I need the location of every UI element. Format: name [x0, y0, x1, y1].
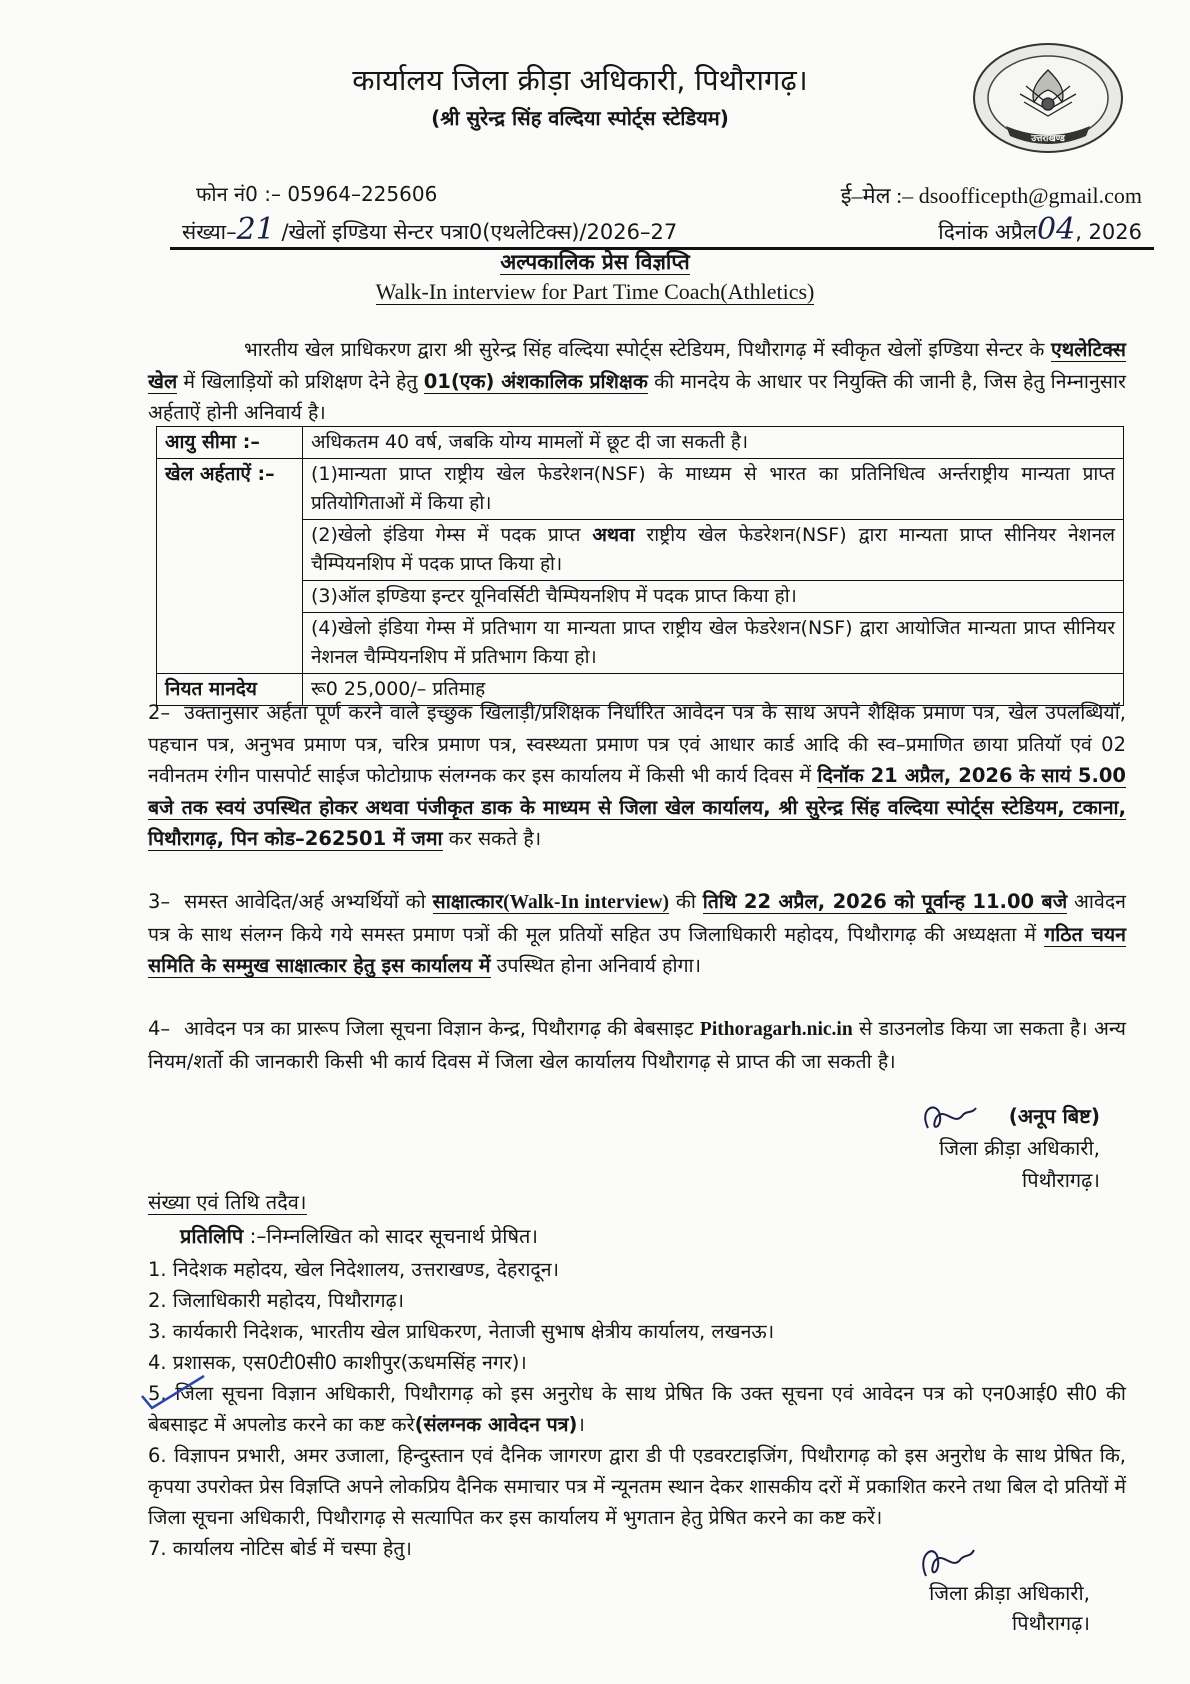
honorarium-label: नियत मानदेय [157, 674, 303, 706]
officer-place: पिथौरागढ़। [1022, 1168, 1100, 1192]
age-label: आयु सीमा :– [157, 427, 303, 459]
reference-line [182, 212, 1142, 247]
sport-qualification-label: खेल अर्हताऐं :– [157, 459, 303, 674]
phone-number: फोन नं0 :– 05964–225606 [196, 182, 438, 206]
table-row [157, 581, 1124, 613]
list-item: 3. कार्यकारी निदेशक, भारतीय खेल प्राधिकरण, नेताजी सुभाष क्षेत्रीय कार्यालय, लखनऊ। [148, 1320, 775, 1343]
walk-in-title: Walk-In interview for Part Time Coach(Athletics) [375, 279, 815, 304]
list-item: 2. जिलाधिकारी महोदय, पिथौरागढ़। [148, 1289, 405, 1312]
reference-number: संख्या–21 /खेलों इण्डिया सेन्टर पत्रा0(एथलेटिक्स)/2026–27 [182, 212, 678, 247]
qualification-4: (4)खेलो इंडिया गेम्स में प्रतिभाग या मान्यता प्राप्त राष्ट्रीय खेल फेडरेशन(NSF) द्वारा आयोजित मान्यता प्राप्त सीनियर नेशनल चैम्पियनशिप में प्रतिभाग किया हो। [303, 613, 1124, 674]
table-row [157, 520, 1124, 581]
handwritten-date: 04 [1037, 212, 1076, 247]
qualification-3: (3)ऑल इण्डिया इन्टर यूनिवर्सिटी चैम्पियनशिप में पदक प्राप्त किया हो। [303, 581, 1124, 613]
issue-date: दिनांक अप्रैल04, 2026 [938, 212, 1142, 247]
list-item: 4. प्रशासक, एस0टी0सी0 काशीपुर(ऊधमसिंह नगर)। [148, 1351, 527, 1374]
copy-recipient-list [148, 1254, 1126, 1564]
list-item: 1. निदेशक महोदय, खेल निदेशालय, उत्तराखण्ड, देहरादून। [148, 1258, 559, 1281]
table-row [157, 459, 1124, 520]
officer-designation: जिला क्रीड़ा अधिकारी, [929, 1581, 1090, 1605]
qualification-1: (1)मान्यता प्राप्त राष्ट्रीय खेल फेडरेशन(NSF) के माध्यम से भारत का प्रतिनिधित्व अर्न्तराष्ट्रीय मान्यता प्राप्त प्रतियोगिताओं में किया हो। [303, 459, 1124, 520]
signature-block-1 [860, 1100, 1100, 1196]
list-item: 5. जिला सूचना विज्ञान अधिकारी, पिथौरागढ़ को इस अनुरोध के साथ प्रेषित कि उक्त सूचना एवं आवेदन पत्र को एन0आई0 सी0 की बेबसाइट में अपलोड करने का कष्ट करे(संलग्नक आवेदन पत्र)। [148, 1382, 1126, 1436]
copy-heading: संख्या एवं तिथि तदैव। [148, 1190, 307, 1214]
officer-designation: जिला क्रीड़ा अधिकारी, [939, 1136, 1100, 1160]
eligibility-table [156, 426, 1124, 706]
list-item: 6. विज्ञापन प्रभारी, अमर उजाला, हिन्दुस्तान एवं दैनिक जागरण द्वारा डी पी एडवरटाइजिंग, पिथौरागढ़ को इस अनुरोध के साथ प्रेषित कि, कृपया उपरोक्त प्रेस विज्ञप्ति अपने लोकप्रिय दैनिक समाचार पत्र में न्यूनतम स्थान देकर शासकीय दरों में प्रकाशित करने तथा बिल दो प्रतियों में जिला सूचना अधिकारी, पिथौरागढ़ से सत्यापित कर इस कार्यालय में भुगतान हेतु प्रेषित करने का कष्ट करें। [148, 1444, 1126, 1529]
paragraph-4: 4– आवेदन पत्र का प्रारूप जिला सूचना विज्ञान केन्द्र, पिथौरागढ़ की बेबसाइट Pithoragarh.nic.in से डाउनलोड किया जा सकता है। अन्य नियम/शर्तो की जानकारी किसी भी कार्य दिवस में जिला खेल कार्यालय पिथौरागढ़ से प्राप्त की जा सकती है। [148, 1017, 1126, 1073]
copy-subheading: प्रतिलिपि :–निम्नलिखित को सादर सूचनार्थ प्रेषित। [180, 1224, 538, 1248]
contact-line [196, 180, 1142, 210]
signature-block-2 [860, 1578, 1090, 1638]
press-release-title: अल्पकालिक प्रेस विज्ञप्ति [500, 250, 690, 274]
table-row [157, 427, 1124, 459]
officer-place: पिथौरागढ़। [1012, 1611, 1090, 1635]
officer-name: (अनूप बिष्ट) [1008, 1104, 1100, 1128]
paragraph-2: 2– उक्तानुसार अर्हता पूर्ण करने वाले इच्छुक खिलाड़ी/प्रशिक्षक निर्धारित आवेदन पत्र के साथ अपने शैक्षिक प्रमाण पत्र, खेल उपलब्धियॉ, पहचान पत्र, अनुभव प्रमाण पत्र, चरित्र प्रमाण पत्र, स्वस्थ्यता प्रमाण पत्र एवं आधार कार्ड आदि की स्व–प्रमाणित छाया प्रतियॉ एवं 02 नवीनतम रंगीन पासपोर्ट साईज फोटोग्राफ संलग्नक कर इस कार्यालय में किसी भी कार्य दिवस में दिनॉक 21 अप्रैल, 2026 के सायं 5.00 बजे तक स्वयं उपस्थित होकर अथवा पंजीकृत डाक के माध्यम से जिला खेल कार्यालय, श्री सुरेन्द्र सिंह वल्दिया स्पोर्ट्स स्टेडियम, टकाना, पिथौरागढ़, पिन कोड–262501 में जमा कर सकते है। [148, 701, 1126, 850]
handwritten-ref-number: 21 [236, 212, 275, 247]
age-value: अधिकतम 40 वर्ष, जबकि योग्य मामलों में छूट दी जा सकती है। [303, 427, 1124, 459]
email-address: ई–मेल :– dsoofficepth@gmail.com [840, 183, 1142, 208]
check-mark-icon [138, 1372, 208, 1412]
uttarakhand-seal-logo [968, 40, 1128, 160]
list-item: 7. कार्यालय नोटिस बोर्ड में चस्पा हेतु। [148, 1537, 412, 1560]
website-link-text: Pithoragarh.nic.in [699, 1019, 853, 1040]
seal-text: उत्तराखण्ड [1031, 134, 1065, 144]
office-title: कार्यालय जिला क्रीड़ा अधिकारी, पिथौरागढ़। [352, 63, 808, 97]
qualification-2: (2)खेलो इंडिया गेम्स में पदक प्राप्त अथवा राष्ट्रीय खेल फेडरेशन(NSF) द्वारा मान्यता प्राप्त सीनियर नेशनल चैम्पियनशिप में पदक प्राप्त किया हो। [303, 520, 1124, 581]
table-row [157, 613, 1124, 674]
paragraph-3: 3– समस्त आवेदित/अर्ह अभ्यर्थियों को साक्षात्कार(Walk-In interview) की तिथि 22 अप्रैल, 2026 को पूर्वान्ह 11.00 बजे आवेदन पत्र के साथ संलग्न किये गये समस्त प्रमाण पत्रों की मूल प्रतियों सहित उप जिलाधिकारी महोदय, पिथौरागढ़ की अध्यक्षता में गठित चयन समिति के सम्मुख साक्षात्कार हेतु इस कार्यालय में उपस्थित होना अनिवार्य होगा। [148, 890, 1126, 977]
intro-paragraph: भारतीय खेल प्राधिकरण द्वारा श्री सुरेन्द्र सिंह वल्दिया स्पोर्ट्स स्टेडियम, पिथौरागढ़ में स्वीकृत खेलों इण्डिया सेन्टर के एथलेटिक्स खेल में खिलाड़ियों को प्रशिक्षण देने हेतु 01(एक) अंशकालिक प्रशिक्षक की मानदेय के आधार पर नियुक्ति की जानी है, जिस हेतु निम्नानुसार अर्हताऐं होनी अनिवार्य है। [148, 338, 1127, 424]
honorarium-value: रू0 25,000/– प्रतिमाह [303, 674, 1124, 706]
stadium-name: (श्री सुरेन्द्र सिंह वल्दिया स्पोर्ट्स स्टेडियम) [431, 106, 729, 130]
